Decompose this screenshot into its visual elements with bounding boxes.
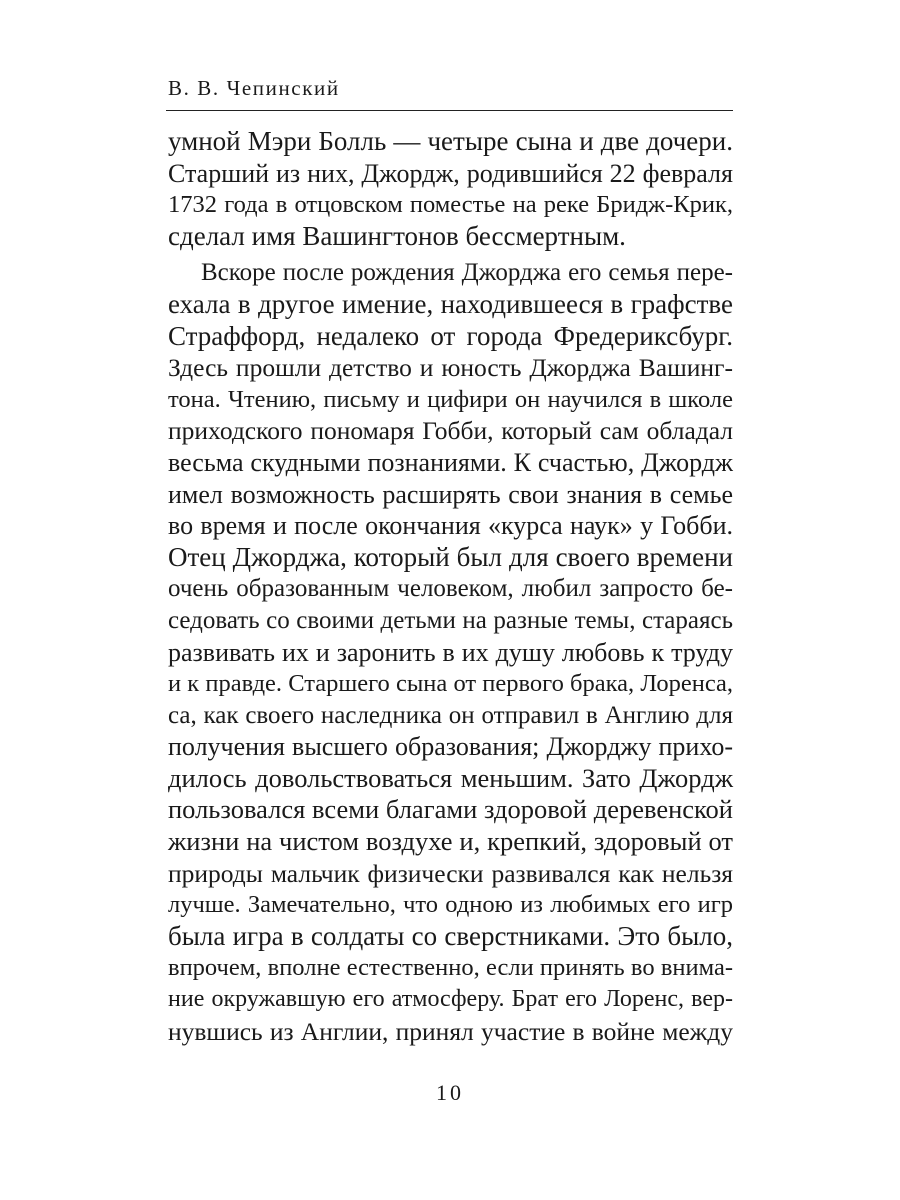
text-line: очень образованным человеком, любил запросто бе- [168, 575, 733, 603]
text-line: приходского пономаря Гобби, который сам обладал [168, 416, 733, 446]
text-line: Страффорд, недалеко от города Фредериксбург. [168, 320, 733, 351]
text-line: ние окружавшую его атмосферу. Брат его Лоренс, вер- [168, 986, 733, 1013]
text-line: пользовался всеми благами здоровой деревенской [168, 794, 733, 825]
text-line: и к правде. Старшего сына от первого брака, Лоренса, [168, 670, 733, 698]
text-line: Здесь прошли детство и юность Джорджа Вашинг- [168, 353, 733, 383]
text-line: во время и после окончания «курса наук» у Гобби. [168, 511, 733, 541]
text-line: 1732 года в отцовском поместье на реке Бридж-Крик, [168, 191, 733, 219]
paragraph-2 [168, 257, 733, 1047]
paragraph-1 [168, 126, 733, 252]
body-text [168, 126, 733, 1047]
text-line: впрочем, вполне естественно, если принять во внима- [168, 954, 733, 982]
text-line: нувшись из Англии, принял участие в войне между [168, 1016, 733, 1046]
text-line: Старший из них, Джордж, родившийся 22 февраля [168, 158, 733, 188]
text-line: жизни на чистом воздухе и, крепкий, здоровый от [168, 826, 733, 857]
page-number: 10 [436, 1080, 464, 1105]
text-line: была игра в солдаты со сверстниками. Это было, [168, 920, 733, 951]
text-line: имел возможность расширять свои знания в семье [168, 479, 733, 509]
text-line: умной Мэри Болль — четыре сына и две дочери. [168, 126, 733, 156]
text-line: сделал имя Вашингтонов бессмертным. [168, 220, 626, 251]
text-line: ехала в другое имение, находившееся в графстве [168, 288, 733, 319]
text-line: природы мальчик физически развивался как нельзя [168, 858, 733, 888]
text-line: дилось довольствоваться меньшим. Зато Джордж [168, 762, 733, 793]
text-line: получения высшего образования; Джорджу прихо- [168, 732, 733, 762]
text-line: лучше. Замечательно, что одною из любимых его игр [168, 891, 733, 919]
text-line: седовать со своими детьми на разные темы, стараясь [168, 606, 733, 634]
text-line: весьма скудными познаниями. К счастью, Джордж [168, 447, 733, 477]
text-line: развивать их и заронить в их душу любовь к труду [168, 637, 733, 667]
text-line: Отец Джорджа, который был для своего времени [168, 541, 733, 572]
running-head-author: В. В. Чепинский [168, 76, 340, 100]
text-line: Вскоре после рождения Джорджа его семья пере- [201, 259, 733, 287]
text-line: са, как своего наследника он отправил в Англию для [168, 701, 733, 729]
header-rule [166, 110, 733, 111]
text-line: тона. Чтению, письму и цифири он научился в школе [168, 385, 733, 413]
